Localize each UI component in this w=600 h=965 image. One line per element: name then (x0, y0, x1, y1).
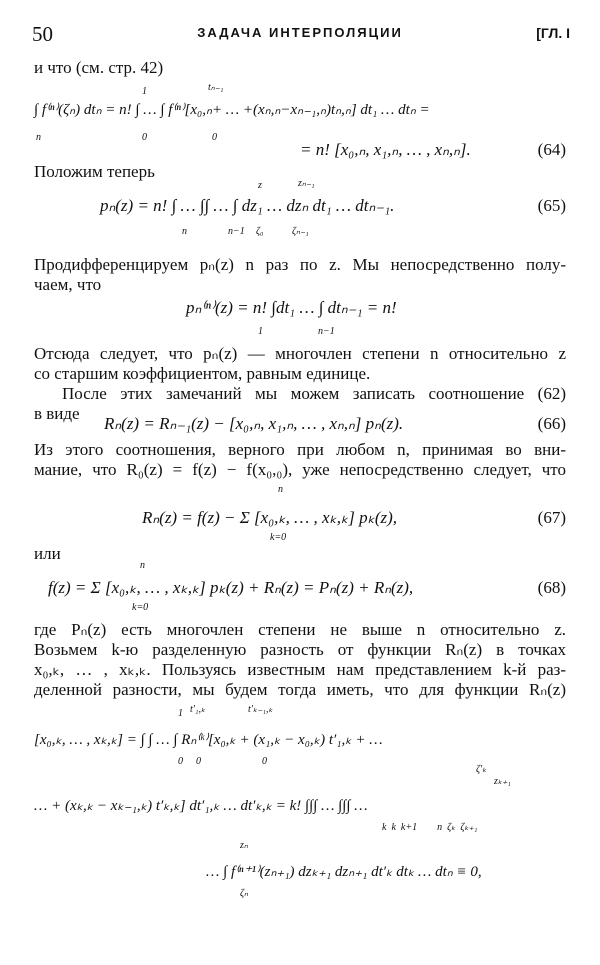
limit-label: zₙ₋₁ (298, 178, 315, 189)
limit-label: n (182, 226, 187, 237)
text-line: деленной разности, мы будем тогда иметь, что для функции Rₙ(z) (34, 680, 566, 699)
equation-number: (64) (537, 140, 566, 159)
equation-formula: Rₙ(z) = Rₙ₋₁(z) − [x₀,ₙ, x₁,ₙ, … , xₙ,ₙ] pₙ(z). (104, 414, 404, 433)
text-line: Отсюда следует, что pₙ(z) — многочлен степени n относительно z (34, 344, 566, 363)
text-line: Возьмем k-ю разделенную разность от функции Rₙ(z) в точках (34, 640, 566, 659)
equation-formula: pₙ(z) = n! ∫ … ∫∫ … ∫ dz₁ … dzₙ dt₁ … dtₙ₋₁. (100, 196, 395, 215)
limit-label: n−1 (228, 226, 245, 237)
page-header (30, 22, 570, 48)
limit-label: zₙ (240, 840, 248, 851)
equation-continuation-b (0, 764, 600, 840)
limit-label: 0 (178, 756, 183, 767)
limit-label: ζ′ₖ (476, 764, 487, 775)
text-line: Из этого соотношения, верного при любом n, принимая во вни- (34, 440, 566, 459)
limit-label: 0 (196, 756, 201, 767)
limit-label: z (258, 180, 262, 191)
limit-label: k=0 (132, 602, 149, 613)
limit-label: n (140, 560, 145, 571)
running-title: ЗАДАЧА ИНТЕРПОЛЯЦИИ (197, 25, 403, 40)
text-line: со старшим коэффициентом, равным единице. (34, 364, 371, 383)
limit-label: ζₙ (240, 888, 249, 899)
text-line: где Pₙ(z) есть многочлен степени не выше n относительно z. (34, 620, 566, 639)
limit-label: 0 (212, 132, 217, 143)
limit-label: n−1 (318, 326, 335, 337)
text-line: Положим теперь (34, 162, 155, 181)
equation-formula: Rₙ(z) = f(z) − Σ [x₀,ₖ, … , xₖ,ₖ] pₖ(z), (142, 508, 398, 527)
equation-formula: = n! [x₀,ₙ, x₁,ₙ, … , xₙ,ₙ]. (300, 140, 471, 159)
equation-formula: ∫ f⁽ⁿ⁾(ζₙ) dtₙ = n! ∫ … ∫ f⁽ⁿ⁾[x₀,ₙ+ … +(xₙ,ₙ−xₙ₋₁,ₙ)tₙ,ₙ] dt₁ … dtₙ = (34, 102, 430, 118)
equation-65 (0, 180, 600, 240)
equation-formula: … + (xₖ,ₖ − xₖ₋₁,ₖ) t′ₖ,ₖ] dt′₁,ₖ … dt′ₖ,ₖ = k! ∫∫∫ … ∫∫∫ … (34, 798, 368, 814)
equation-formula: … ∫ f⁽ⁿ⁺¹⁾(zₙ₊₁) dzₖ₊₁ dzₙ₊₁ dt′ₖ dtₖ … dtₙ ≡ 0, (206, 864, 482, 880)
equation-continuation-c (0, 836, 600, 906)
equation-divided-difference (0, 700, 600, 770)
equation-64 (0, 140, 600, 162)
chapter-label: [ГЛ. I (536, 25, 570, 41)
limit-label: k=0 (270, 532, 287, 543)
equation-66 (0, 414, 600, 436)
limit-label: 1 (142, 86, 147, 97)
limit-label: ζ₀ (256, 226, 264, 237)
text-line: и что (см. стр. 42) (34, 58, 164, 77)
equation-number: (67) (537, 508, 566, 527)
limit-label: n (36, 132, 41, 143)
equation-68 (0, 556, 600, 612)
page-number: 50 (32, 22, 53, 46)
text-line: После этих замечаний мы можем записать соотношение (62) (62, 384, 566, 403)
limit-label: k k k+1 n ζₖ ζₖ₊₁ (382, 822, 478, 833)
equation-formula: [x₀,ₖ, … , xₖ,ₖ] = ∫ ∫ … ∫ Rₙ⁽ᵏ⁾[x₀,ₖ + (x₁,ₖ − x₀,ₖ) t′₁,ₖ + … (34, 732, 383, 748)
limit-label: 1 (178, 708, 183, 719)
limit-label: 0 (262, 756, 267, 767)
text-line: мание, что R₀(z) = f(z) − f(x₀,₀), уже непосредственно следует, что (34, 460, 566, 479)
limit-label: ζₙ₋₁ (292, 226, 309, 237)
limit-label: tₙ₋₁ (208, 82, 224, 93)
limit-label: 0 (142, 132, 147, 143)
equation-formula: f(z) = Σ [x₀,ₖ, … , xₖ,ₖ] pₖ(z) + Rₙ(z) = Pₙ(z) + Rₙ(z), (48, 578, 414, 597)
text-line: в виде (34, 404, 80, 423)
text-line: x₀,ₖ, … , xₖ,ₖ. Пользуясь известным нам представлением k-й раз- (34, 660, 566, 679)
text-line: или (34, 544, 61, 563)
limit-label: zₖ₊₁ (494, 776, 511, 787)
equation-number: (66) (537, 414, 566, 433)
text-line: чаем, что (34, 275, 102, 294)
limit-label: 1 (258, 326, 263, 337)
text-line: Продифференцируем pₙ(z) n раз по z. Мы непосредственно полу- (34, 255, 566, 274)
equation-number: (68) (537, 578, 566, 597)
equation-derivative (0, 292, 600, 342)
limit-label: t′ₖ₋₁,ₖ (248, 704, 273, 715)
equation-formula: pₙ⁽ⁿ⁾(z) = n! ∫dt₁ … ∫ dtₙ₋₁ = n! (186, 298, 397, 317)
equation-number: (65) (537, 196, 566, 215)
limit-label: t′₁,ₖ (190, 704, 206, 715)
equation-67 (0, 484, 600, 544)
limit-label: n (278, 484, 283, 495)
